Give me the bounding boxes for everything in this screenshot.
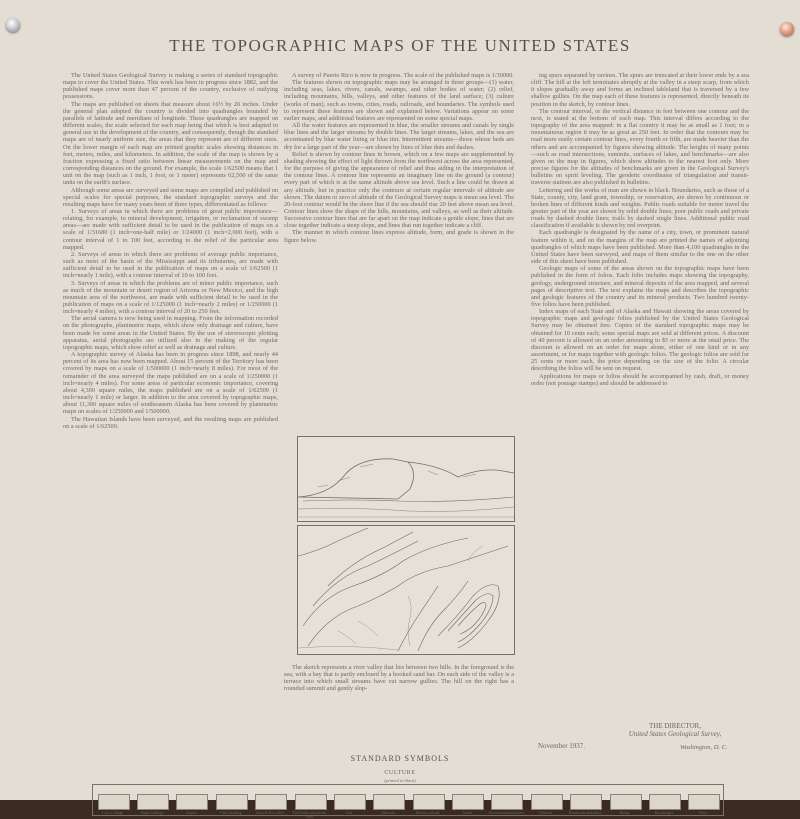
legend-symbol-label: Post Public and private road	[292, 811, 327, 819]
paragraph: 1. Surveys of areas in which there are problems of great public importance—relating, for example, to mineral development, irrigation, or reclamation of swamp areas—are made with sufficient detail to be used in the publication of maps on a scale of 1/31680 (1 inch=one-half mile) or 1/24000 (1 inch=2,000 feet), with a contour interval of 1 to 100 feet, according to the relief of the particular area mapped.	[63, 207, 278, 251]
contour-map-figure	[297, 525, 515, 655]
legend-symbol-label: Store & Post-office	[256, 811, 285, 815]
legend-symbol-label: City or village	[102, 811, 124, 815]
legend-symbol-swatch	[413, 794, 445, 810]
symbols-legend	[92, 784, 724, 819]
legend-symbol-label: Ferry	[699, 811, 708, 815]
paragraph: Although some areas are surveyed and some maps are compiled and published on special scales for special purposes, the standard topographic surveys and the resulting maps have for many years been of three types, differentiated as follows:	[63, 186, 278, 208]
legend-symbol-label: Drawbridges	[654, 811, 674, 815]
paragraph: The Hawaiian Islands have been surveyed, and the resulting maps are published on a scale of 1/62500.	[63, 415, 278, 430]
text-column-middle	[284, 72, 514, 432]
pushpin-icon	[6, 18, 20, 32]
section-heading-culture: CULTURE	[384, 770, 416, 776]
paragraph: 3. Surveys of areas in which the problems are of minor public importance, such as much of the mountain or desert region of Arizona or New Mexico, and the high mountain area of the northwest, are made with sufficient detail to be used in the publication of maps on a scale of 1/125000 (1 inch=nearly 2 miles) or 1/250000 (1 inch=nearly 4 miles), with a contour interval of 20 to 250 feet.	[63, 279, 278, 316]
contour-map-drawing	[298, 526, 514, 654]
paragraph: Relief is shown by contour lines in brown, which on a few maps are supplemented by shading showing the effect of light thrown from the northwest across the area represented, for the purpose of giving the appearance of relief and thus aiding in the interpretation of the contour lines. A contour line represents an imaginary line on the ground (a contour) every part of which is at the same altitude above sea level. Such a line could be drawn at any altitude, but in practice only the contours at certain regular intervals of altitude are shown. The datum or zero of altitude of the Geological Survey maps is mean sea level. The 20-foot contour would be the shore line if the sea should rise 20 feet above mean sea level. Contour lines show the shape of the hills, mountains, and valleys, as well as their altitude. Successive contour lines that are far apart on the map indicate a gentle slope, lines that are close together indicate a steep slope, and lines that run together indicate a cliff.	[284, 150, 514, 230]
section-heading-standard-symbols: STANDARD SYMBOLS	[350, 754, 450, 763]
document-place: Washington, D. C.	[680, 744, 728, 751]
paragraph: The maps are published on sheets that measure about 16½ by 20 inches. Under the general plan adopted the country is divided into quadrangles bounded by parallels of latitude and meridians of longitude. These quadrangles are mapped on different scales, the scale selected for each map being that which is best adapted to general use in the development of the country, and consequently, though the standard maps are of nearly uniform size, the areas that they represent are of different sizes. On the lower margin of each map are printed graphic scales showing distances in feet, meters, miles, and kilometers. In addition, the scale of the map is shown by a fraction expressing a fixed ratio between linear measurements on the map and corresponding distances on the ground. For example, the scale 1/62500 means that 1 unit on the map (such as 1 inch, 1 foot, or 1 meter) represents 62,500 of the same units on the earth's surface.	[63, 100, 278, 187]
paragraph: Geologic maps of some of the areas shown on the topographic maps have been published in the form of folios. Each folio includes maps showing the topography, geology, underground structure, and mineral deposits of the area mapped, and several pages of descriptive text. The text explains the maps and describes the topographic and geologic features of the country and its mineral products. Two hundred twenty-five folios have been published.	[531, 265, 749, 308]
director-agency: United States Geological Survey,	[628, 730, 722, 738]
legend-symbol-swatch	[176, 794, 208, 810]
legend-symbol-label: Station	[186, 811, 197, 815]
paragraph: The manner in which contour lines express altitude, form, and grade is shown in the figure below.	[284, 229, 514, 244]
legend-symbol-swatch	[491, 794, 523, 810]
terrain-sketch-drawing	[298, 437, 514, 521]
legend-symbol-swatch	[373, 794, 405, 810]
paragraph: The features shown on topographic maps may be arranged in three groups—(1) water, including seas, lakes, rivers, canals, swamps, and other bodies of water; (2) relief, including mountains, hills, valleys, and other features of the land surface; (3) culture (works of man), such as towns, cities, roads, railroads, and boundaries. The symbols used to represent these features are shown and explained below. Variations appear on some earlier maps, and additional features are represented on some special maps.	[284, 79, 514, 122]
paragraph: A topographic survey of Alaska has been in progress since 1898, and nearly 44 percent of its area has now been mapped. About 15 percent of the Territory has been covered by maps on a scale of 1/500000 (1 inch=nearly 8 miles). For most of the remainder of the area surveyed the maps published are on a scale of 1/250000 (1 inch=nearly 4 miles). For some areas of particular economic importance, covering about 4,300 square miles, the maps published are on a scale of 1/62500 (1 inch=nearly 1 mile) or larger. In addition to the area covered by topographic maps, about 11,300 square miles of southeastern Alaska has been covered by planimetric maps on scales of 1/250000 and 1/500000.	[63, 351, 278, 416]
paragraph: All the water features are represented in blue, the smaller streams and canals by single blue lines and the larger streams by double lines. The larger streams, lakes, and the sea are accentuated by blue water lining or blue tint. Intermittent streams—those whose beds are dry for a large part of the year—are shown by lines of blue dots and dashes.	[284, 122, 514, 151]
legend-symbol-label: Chief dwelling	[220, 811, 242, 815]
paragraph: Each quadrangle is designated by the name of a city, town, or prominent natural feature within it, and on the margins of the map are printed the names of adjoining quadrangles of which maps have been published. More than 4,100 quadrangles in the United States have been surveyed, and maps of them similar to the one on the other side of this sheet have been published.	[531, 229, 749, 266]
text-column-middle-bottom	[284, 664, 514, 704]
legend-symbol-label: Electric railroad	[416, 811, 440, 815]
pushpin-icon	[780, 22, 794, 36]
paragraph: The sketch represents a river valley that lies between two hills. In the foreground is the sea, with a bay that is partly enclosed by a hooked sand bar. On each side of the valley is a terrace into which small streams have cut narrow gullies. The hill on the right has a rounded summit and gently slop-	[284, 664, 514, 693]
paragraph: 2. Surveys of areas in which there are problems of average public importance, such as most of the basin of the Mississippi and its tributaries, are made with sufficient detail to be used in the publication of maps on a scale of 1/62500 (1 inch=nearly 1 mile), with a contour interval of 10 to 100 feet.	[63, 250, 278, 280]
legend-symbol-label: Tunnel	[462, 811, 473, 815]
legend-symbol-label: Railroads	[381, 811, 396, 815]
paragraph: Index maps of each State and of Alaska and Hawaii showing the areas covered by topographic maps and geologic folios published by the United States Geological Survey may be obtained free. Copies of the standard topographic maps may be obtained for 10 cents each; some special maps are sold at different prices. A discount of 40 percent is allowed on an order amounting to $5 or more at the retail price. The discount is allowed on an order for maps alone, either of one kind or in any assortment, or for maps together with geologic folios. The geologic folios are sold for 25 cents or more each, the price depending on the size of the folio. A circular describing the folios will be sent on request.	[531, 308, 749, 373]
legend-symbol-swatch	[255, 794, 287, 810]
legend-symbol-swatch	[216, 794, 248, 810]
legend-symbol-swatch	[334, 794, 366, 810]
legend-symbol-label: Trail	[345, 811, 353, 815]
legend-symbol-swatch	[570, 794, 602, 810]
text-column-left	[63, 72, 278, 684]
paragraph: The contour interval, or the vertical distance in feet between one contour and the next, is stated at the bottom of each map. This interval differs according to the topography of the area mapped: in a flat country it may be as small as 1 foot; in a mountainous region it may be as great as 250 feet. In order that the contours may be read more easily certain contour lines, every fourth or fifth, are made heavier than the others and are accompanied by figures showing altitude. The heights of many points—such as road intersections, summits, surfaces of lakes, and benchmarks—are also given on the map in figures, which show altitudes to the nearest foot only. More precise figures for the altitudes of benchmarks are given in the Geological Survey's bulletins on spirit leveling. The geodetic coordinates of triangulation and transit-traverse stations are also published in bulletins.	[531, 107, 749, 187]
legend-symbol-swatch	[137, 794, 169, 810]
document-date: November 1937.	[538, 742, 586, 750]
legend-symbol-swatch	[452, 794, 484, 810]
legend-symbol-swatch	[98, 794, 130, 810]
legend-symbol-label: Small buildings	[140, 811, 164, 815]
signature-block	[595, 722, 755, 738]
culture-subheading: (printed in black)	[384, 778, 416, 783]
paragraph: The United States Geological Survey is making a series of standard topographic maps to cover the United States. This work has been in progress since 1882, and the published maps cover more than 47 percent of the country, exclusive of outlying possessions.	[63, 72, 278, 101]
paragraph: The aerial camera is now being used in mapping. From the information recorded on the photographs, planimetric maps, which show only drainage and culture, have been made for some areas in the United States. By the use of stereoscopic plotting apparatus, aerial photographs are utilized also in the making of the regular topographic maps, which show relief as well as drainage and culture.	[63, 315, 278, 351]
legend-symbol-label: Bridge	[619, 811, 630, 815]
legend-symbol-swatch	[295, 794, 327, 810]
terrain-sketch-figure	[297, 436, 515, 522]
paragraph: Lettering and the works of man are shown in black. Boundaries, such as those of a State, county, city, land grant, township, or reservation, are shown by continuous or broken lines of different kinds and weights. Public roads suitable for motor travel the greater part of the year are shown by solid double lines; poor public roads and private roads by dashed double lines; trails by dashed single lines. Additional public road classification if available is shown by red overprint.	[531, 186, 749, 230]
page-title: THE TOPOGRAPHIC MAPS OF THE UNITED STATES	[169, 36, 631, 55]
paragraph: ing spurs separated by ravines. The spurs are truncated at their lower ends by a sea cliff. The hill at the left terminates abruptly at the valley in a steep scarp, from which it slopes gradually away and forms an inclined tableland that is traversed by a few shallow gullies. On the map each of these features is represented, directly beneath its position in the sketch, by contour lines.	[531, 72, 749, 108]
paragraph: A survey of Puerto Rico is now in progress. The scale of the published maps is 1/30000.	[292, 72, 514, 79]
legend-symbol-label: Power transmission line	[489, 811, 524, 815]
legend-symbol-swatch	[649, 794, 681, 810]
legend-symbol-swatch	[610, 794, 642, 810]
legend-symbol-swatch	[688, 794, 720, 810]
text-column-right	[531, 72, 749, 692]
paragraph: Applications for maps or folios should be accompanied by cash, draft, or money order (not postage stamps) and should be addressed to	[531, 372, 749, 387]
legend-symbol-label: Wharves	[539, 811, 553, 815]
director-title: THE DIRECTOR,	[649, 722, 701, 730]
legend-symbol-label: Breakwater and jetties	[569, 811, 602, 815]
legend-symbol-swatch	[531, 794, 563, 810]
